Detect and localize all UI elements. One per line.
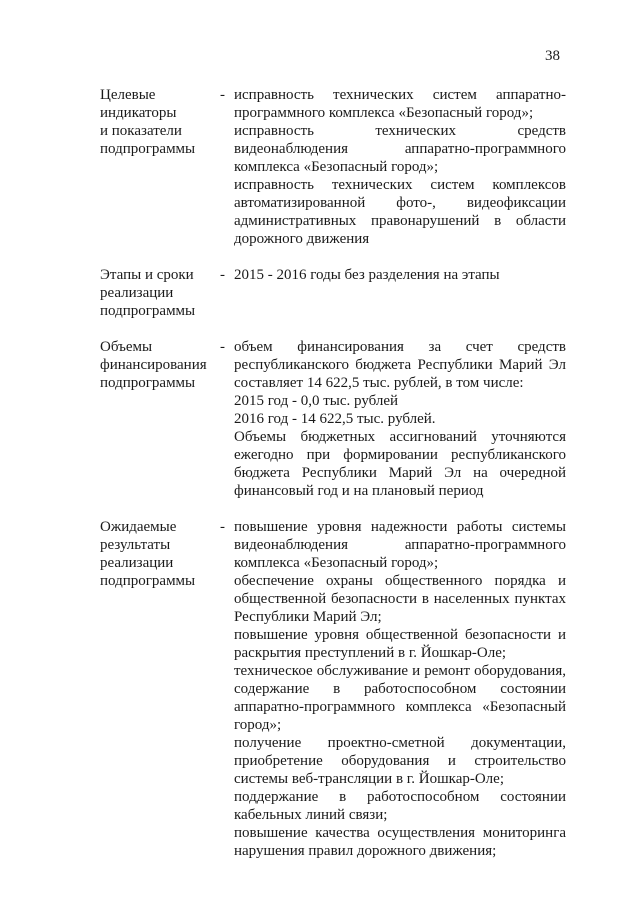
page-number: 38 (545, 48, 560, 64)
content-item: 2016 год - 14 622,5 тыс. рублей. (234, 411, 436, 427)
content-item: обеспечение охраны общественного порядка и общественной безопасности в населенных пунктах Республики Марий Эл; (234, 573, 566, 625)
section-target-indicators (100, 86, 566, 248)
content-item: исправность технических средств видеонаблюдения аппаратно-программного комплекса «Безопасный город»; (234, 123, 566, 175)
content-item: поддержание в работоспособном состоянии кабельных линий связи; (234, 789, 566, 823)
section-content (234, 266, 566, 320)
content-item: получение проектно-сметной документации, приобретение оборудования и строительство системы веб-трансляции в г. Йошкар-Оле; (234, 735, 566, 787)
section-dash: - (220, 267, 225, 283)
section-label: Этапы и сроки реализации подпрограммы (100, 267, 196, 319)
content-item: повышение уровня надежности работы системы видеонаблюдения аппаратно-программного комплекса «Безопасный город»; (234, 519, 566, 571)
section-content (234, 518, 566, 860)
section-content (234, 86, 566, 248)
content-item: объем финансирования за счет средств республиканского бюджета Республики Марий Эл составляет 14 622,5 тыс. рублей, в том числе: (234, 339, 566, 391)
passport-table (100, 86, 566, 878)
content-item: 2015 - 2016 годы без разделения на этапы (234, 267, 500, 283)
content-item: Объемы бюджетных ассигнований уточняются ежегодно при формировании республиканского бюджета Республики Марий Эл на очередной финансовый год и на плановый период (234, 429, 566, 499)
section-stages-terms (100, 266, 566, 320)
content-item: исправность технических систем комплексов автоматизированной фото-, видеофиксации административных правонарушений в области дорожного движения (234, 177, 566, 247)
content-item: повышение качества осуществления мониторинга нарушения правил дорожного движения; (234, 825, 566, 859)
section-label: Целевые индикаторы и показатели подпрограммы (100, 87, 196, 157)
content-item: исправность технических систем аппаратно-программного комплекса «Безопасный город»; (234, 87, 566, 121)
content-item: 2015 год - 0,0 тыс. рублей (234, 393, 399, 409)
content-item: повышение уровня общественной безопасности и раскрытия преступлений в г. Йошкар-Оле; (234, 627, 566, 661)
content-item: техническое обслуживание и ремонт оборудования, содержание в работоспособном состоянии аппаратно-программного комплекса «Безопасный город»; (234, 663, 566, 733)
section-label: Ожидаемые результаты реализации подпрограммы (100, 519, 196, 589)
section-dash: - (220, 87, 225, 103)
section-expected-results (100, 518, 566, 860)
section-dash: - (220, 339, 225, 355)
section-label: Объемы финансирования подпрограммы (100, 339, 207, 391)
section-financing (100, 338, 566, 500)
section-dash: - (220, 519, 225, 535)
section-content (234, 338, 566, 500)
